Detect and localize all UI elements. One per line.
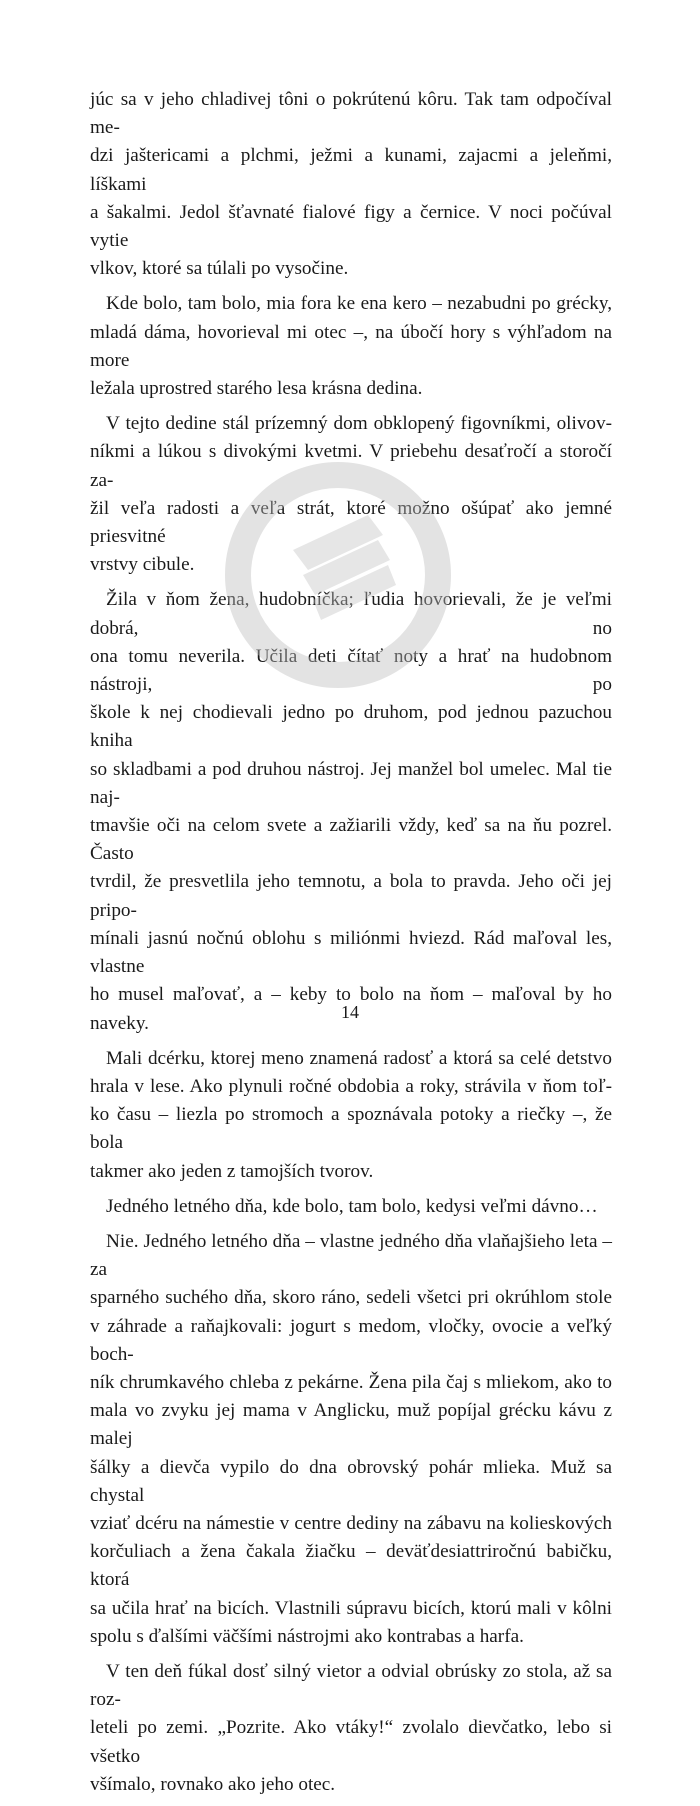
text-line: škole k nej chodievali jedno po druhom, pod jednou pazuchou kniha — [90, 702, 612, 752]
text-line: Jedného letného dňa, kde bolo, tam bolo, kedysi veľmi dávno… — [106, 1195, 598, 1217]
text-line: hrala v lese. Ako plynuli ročné obdobia a roky, strávila v ňom toľ- — [90, 1075, 612, 1097]
text-line: tvrdil, že presvetlila jeho temnotu, a bola to pravda. Jeho oči jej pripo- — [90, 871, 612, 921]
text-line: v záhrade a raňajkovali: jogurt s medom, vločky, ovocie a veľký boch- — [90, 1315, 612, 1365]
text-line: Žila v ňom žena, hudobníčka; ľudia hovorievali, že je veľmi dobrá, no — [90, 589, 612, 639]
text-line: níkmi a lúkou s divokými kvetmi. V priebehu desaťročí a storočí za- — [90, 441, 612, 491]
text-line: leteli po zemi. „Pozrite. Ako vtáky!“ zvolalo dievčatko, lebo si všetko — [90, 1717, 612, 1767]
paragraph — [90, 586, 612, 1037]
text-line: vlkov, ktoré sa túlali po vysočine. — [90, 258, 349, 280]
text-line: dzi jaštericami a plchmi, ježmi a kunami, zajacmi a jeleňmi, líškami — [90, 145, 612, 195]
text-line: a šakalmi. Jedol šťavnaté fialové figy a černice. V noci počúval vytie — [90, 201, 612, 252]
text-line: ník chrumkavého chleba z pekárne. Žena pila čaj s mliekom, ako to — [90, 1371, 612, 1393]
text-line: sparného suchého dňa, skoro ráno, sedeli všetci pri okrúhlom stole — [90, 1287, 612, 1309]
text-line: Nie. Jedného letného dňa – vlastne jedného dňa vlaňajšieho leta – za — [90, 1230, 612, 1281]
paragraph — [90, 1045, 612, 1186]
paragraph — [90, 410, 612, 579]
text-line: vziať dcéru na námestie v centre dediny na zábavu na kolieskových — [90, 1512, 612, 1534]
text-line: tmavšie oči na celom svete a zažiarili vždy, keď sa na ňu pozrel. Často — [90, 815, 612, 865]
text-line: so skladbami a pod druhou nástroj. Jej manžel bol umelec. Mal tie naj- — [90, 758, 612, 808]
text-line: vrstvy cibule. — [90, 554, 195, 576]
page-body — [90, 86, 612, 1806]
paragraph — [90, 1658, 612, 1799]
text-line: ko času – liezla po stromoch a spoznávala potoky a riečky –, že bola — [90, 1104, 612, 1154]
text-line: mínali jasnú nočnú oblohu s miliónmi hviezd. Rád maľoval les, vlastne — [90, 927, 612, 978]
text-line: žil veľa radosti a veľa strát, ktoré možno ošúpať ako jemné priesvitné — [90, 497, 612, 548]
text-line: Mali dcérku, ktorej meno znamená radosť a ktorá sa celé detstvo — [106, 1047, 612, 1069]
paragraph — [90, 86, 612, 283]
page-number: 14 — [341, 1002, 359, 1022]
text-line: mladá dáma, hovorieval mi otec –, na úbočí hory s výhľadom na more — [90, 321, 612, 371]
text-line: ho musel maľovať, a – keby to bolo na ňom – maľoval by ho naveky. — [90, 984, 612, 1034]
text-line: V ten deň fúkal dosť silný vietor a odvial obrúsky zo stola, až sa roz- — [90, 1660, 612, 1711]
text-line: spolu s ďalšími väčšími nástrojmi ako kontrabas a harfa. — [90, 1625, 524, 1647]
text-line: všímalo, rovnako ako jeho otec. — [90, 1773, 336, 1795]
text-line: sa učila hrať na bicích. Vlastnili súpravu bicích, ktorú mali v kôlni — [90, 1597, 612, 1619]
text-line: mala vo zvyku jej mama v Anglicku, muž popíjal grécku kávu z malej — [90, 1400, 612, 1450]
paragraph — [90, 1193, 612, 1221]
text-line: júc sa v jeho chladivej tôni o pokrútenú kôru. Tak tam odpočíval me- — [90, 89, 612, 139]
text-line: Kde bolo, tam bolo, mia fora ke ena kero – nezabudni po grécky, — [106, 293, 612, 315]
text-line: V tejto dedine stál prízemný dom obklopený figovníkmi, olivov- — [106, 413, 612, 435]
paragraph — [90, 1228, 612, 1651]
text-line: ona tomu neverila. Učila deti čítať noty a hrať na hudobnom nástroji, po — [90, 645, 612, 696]
paragraph — [90, 290, 612, 403]
text-line: korčuliach a žena čakala žiačku – deväťdesiattriročnú babičku, ktorá — [90, 1541, 612, 1591]
text-line: šálky a dievča vypilo do dna obrovský pohár mlieka. Muž sa chystal — [90, 1456, 612, 1506]
text-line: takmer ako jeden z tamojších tvorov. — [90, 1160, 374, 1182]
text-line: ležala uprostred starého lesa krásna dedina. — [90, 378, 423, 400]
